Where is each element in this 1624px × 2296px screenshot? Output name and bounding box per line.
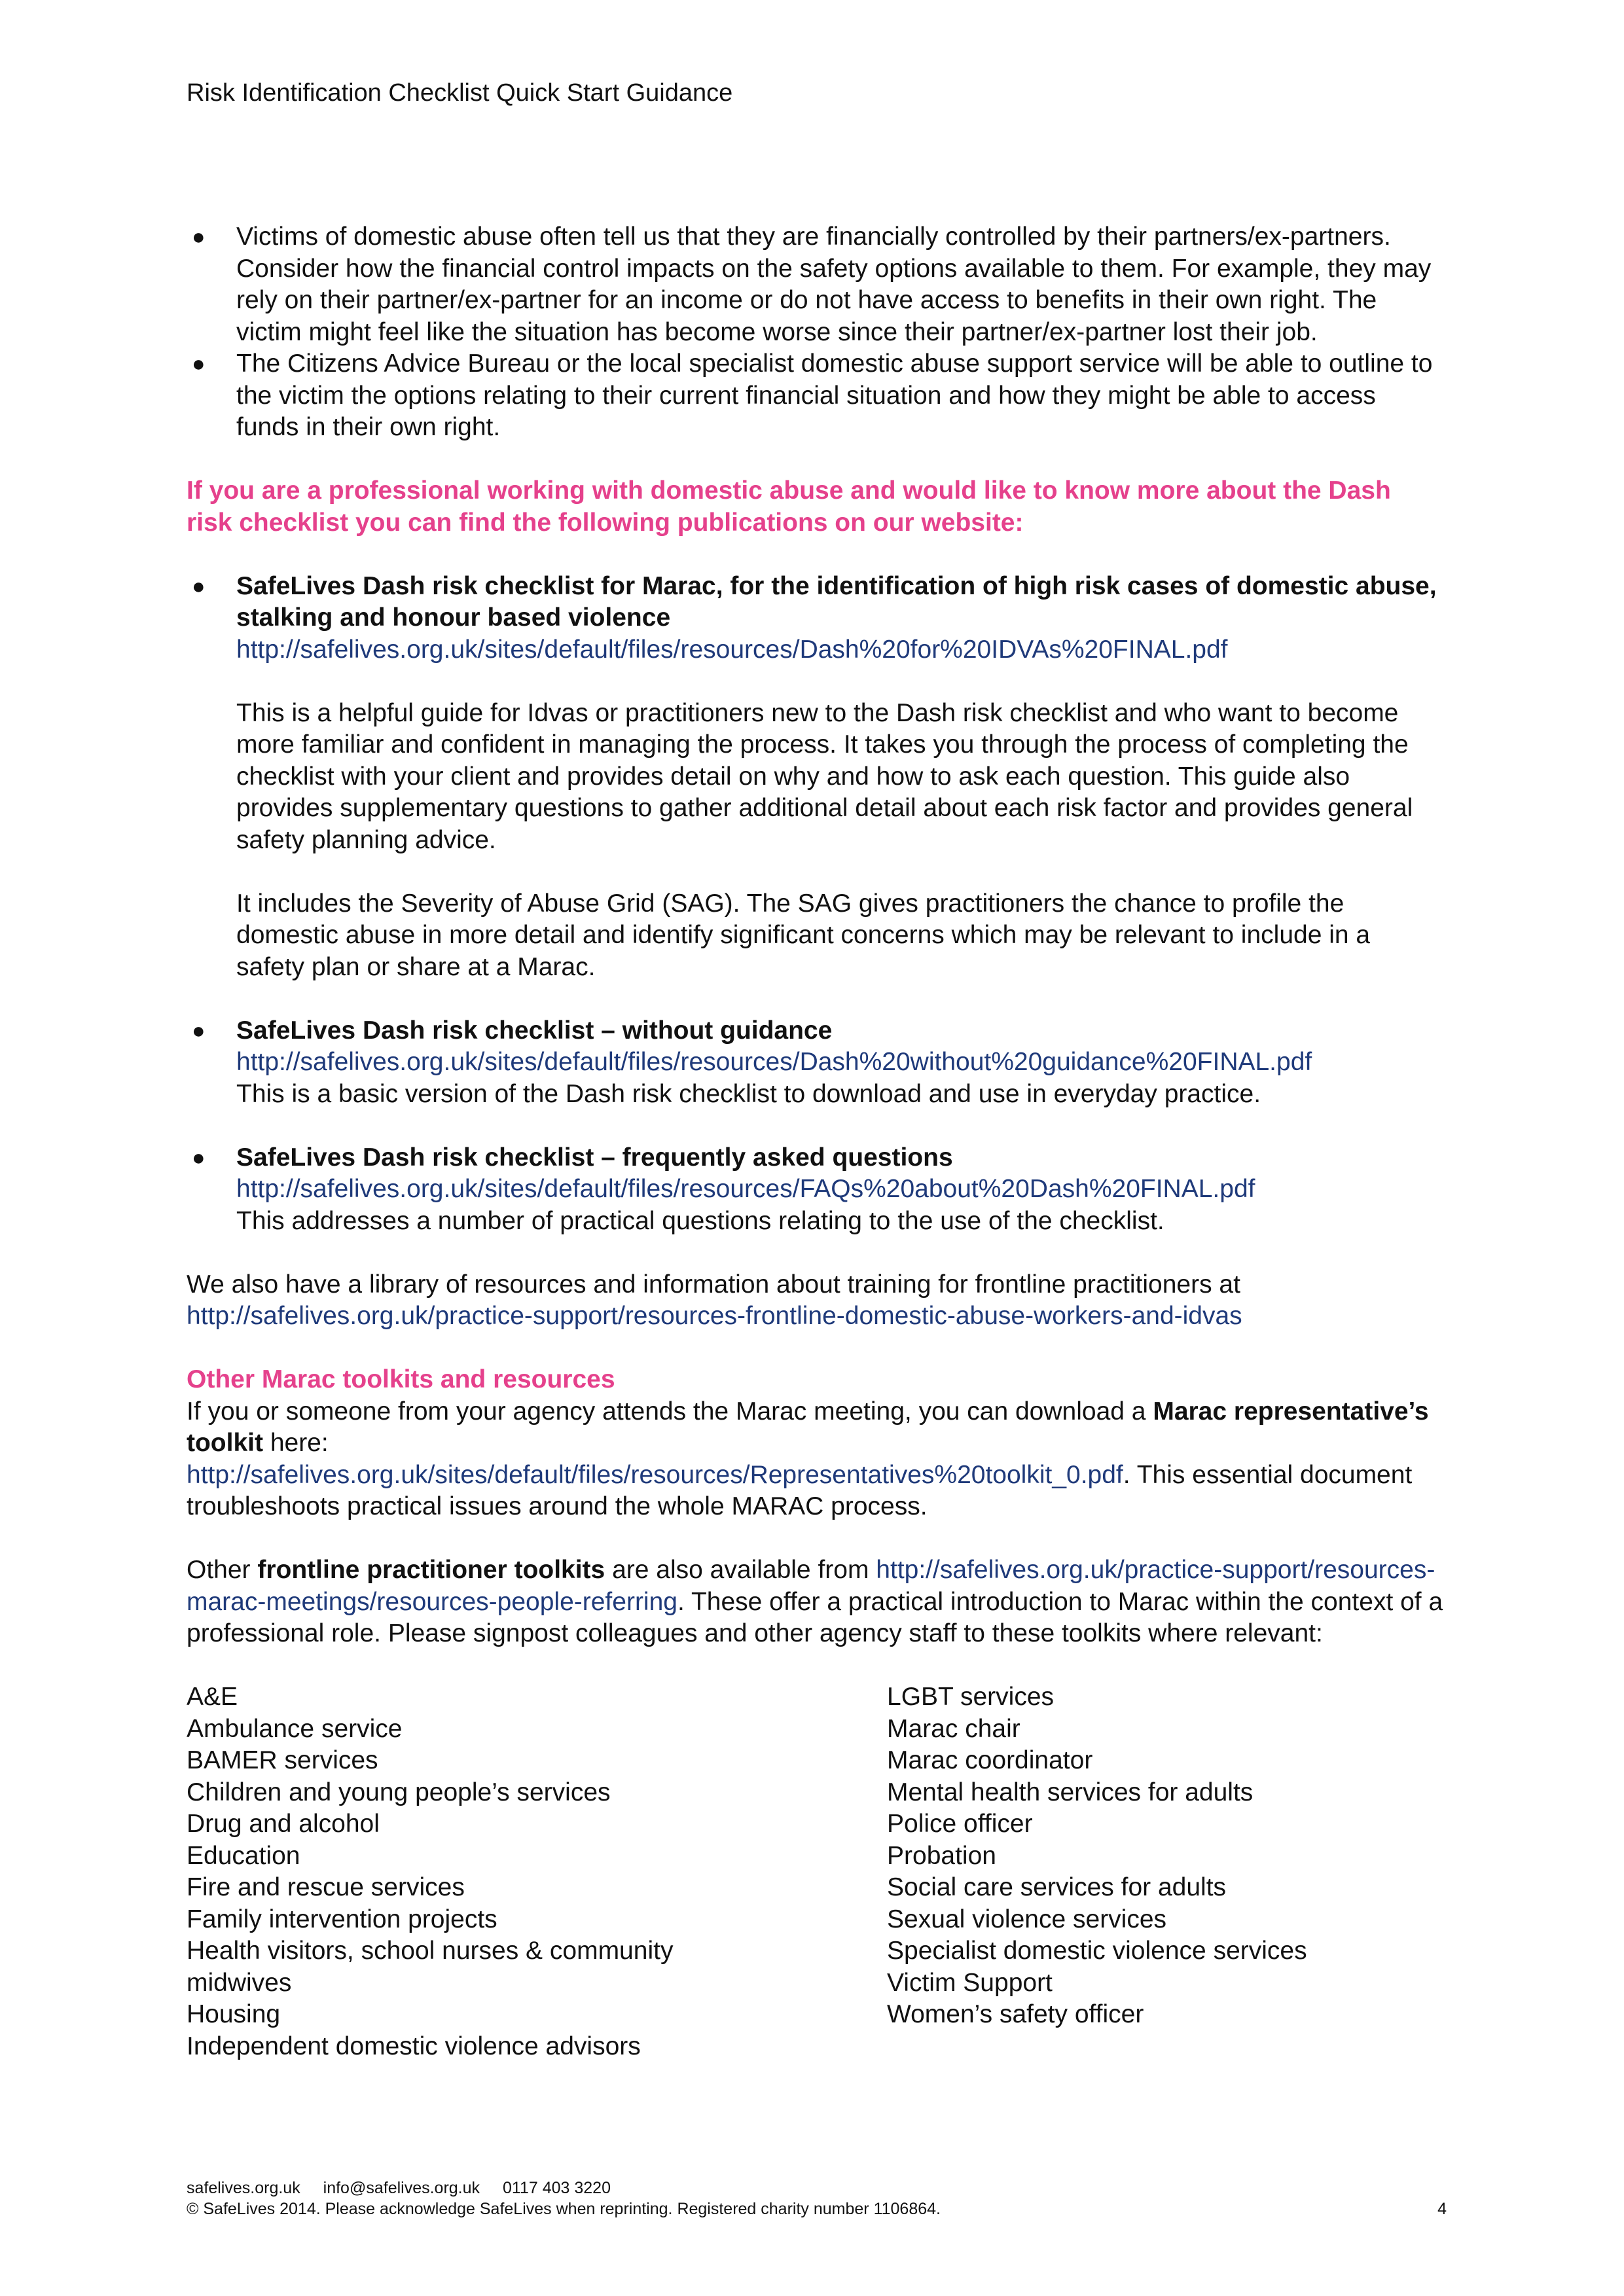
list-item: Housing: [187, 2000, 281, 2028]
frontline-toolkit-name: frontline practitioner toolkits: [257, 1556, 605, 1584]
frontline-paragraph: [187, 1554, 1443, 1650]
list-item: Health visitors, school nurses & community midwives: [187, 1937, 674, 1997]
publication-description: This addresses a number of practical questions relating to the use of the checklist.: [236, 1206, 1164, 1235]
toolkit-list-left: [187, 1681, 887, 2062]
list-item: Women’s safety officer: [887, 2000, 1144, 2028]
frontline-text: are also available from: [605, 1556, 876, 1584]
marac-text: If you or someone from your agency attends the Marac meeting, you can download a: [187, 1397, 1153, 1426]
publications-list: [187, 571, 1443, 1238]
list-item: Fire and rescue services: [187, 1873, 465, 1901]
list-item: [187, 348, 1443, 444]
footer-phone: 0117 403 3220: [503, 2179, 611, 2197]
bullet-icon: ●: [192, 351, 206, 376]
publication-description: This is a basic version of the Dash risk checklist to download and use in everyday practice.: [236, 1079, 1261, 1108]
publication-description: This is a helpful guide for Idvas or practitioners new to the Dash risk checklist and who want to become more familiar and confident in managing the process. It takes you through the process of completing the checklist with your client and provides detail on why and how to ask each question. This guide also provides supplementary questions to gather additional detail about each risk factor and provides general safety planning advice.: [236, 698, 1413, 854]
footer-email[interactable]: info@safelives.org.uk: [323, 2179, 480, 2197]
list-item: Probation: [887, 1841, 996, 1870]
library-link[interactable]: http://safelives.org.uk/practice-support/resources-frontline-domestic-abuse-workers-and-idvas: [187, 1302, 1242, 1330]
footer-contact: [187, 2178, 1447, 2198]
publication-title: SafeLives Dash risk checklist – frequently asked questions: [236, 1143, 953, 1172]
publication-link[interactable]: http://safelives.org.uk/sites/default/files/resources/Dash%20for%20IDVAs%20FINAL.pdf: [236, 635, 1228, 664]
intro-bullet-list: [187, 221, 1443, 444]
list-item: Social care services for adults: [887, 1873, 1227, 1901]
publication-item: [187, 1142, 1443, 1238]
marac-toolkit-link[interactable]: http://safelives.org.uk/sites/default/files/resources/Representatives%20toolkit_0.pdf: [187, 1460, 1123, 1489]
list-item: Education: [187, 1841, 300, 1870]
marac-toolkit-name: Marac representative’s toolkit: [187, 1397, 1429, 1457]
list-item: Mental health services for adults: [887, 1778, 1254, 1806]
list-item: Children and young people’s services: [187, 1778, 611, 1806]
list-item: [187, 221, 1443, 348]
list-item: Sexual violence services: [887, 1905, 1167, 1933]
list-item: Family intervention projects: [187, 1905, 497, 1933]
running-header: Risk Identification Checklist Quick Start Guidance: [187, 79, 733, 107]
page-number: 4: [1437, 2200, 1447, 2218]
list-item: Drug and alcohol: [187, 1810, 380, 1838]
publication-link[interactable]: http://safelives.org.uk/sites/default/files/resources/Dash%20without%20guidance%20FINAL.pdf: [236, 1048, 1312, 1076]
library-text: We also have a library of resources and information about training for frontline practitioners at: [187, 1270, 1240, 1299]
list-item: LGBT services: [887, 1683, 1055, 1711]
bullet-icon: ●: [192, 1145, 206, 1170]
marac-text: . This essential document troubleshoots practical issues around the whole MARAC process.: [187, 1460, 1413, 1520]
bullet-icon: ●: [192, 1018, 206, 1043]
list-item: Marac coordinator: [887, 1746, 1093, 1774]
library-paragraph: [187, 1269, 1443, 1333]
publication-description: It includes the Severity of Abuse Grid (SAG). The SAG gives practitioners the chance to profile the domestic abuse in more detail and identify significant concerns which may be relevant to include in a safety plan or share at a Marac.: [236, 889, 1371, 981]
page-content: [187, 221, 1443, 2062]
frontline-text: Other: [187, 1556, 258, 1584]
list-item: Specialist domestic violence services: [887, 1937, 1307, 1965]
list-item: Marac chair: [887, 1714, 1020, 1743]
footer-copyright: © SafeLives 2014. Please acknowledge SafeLives when reprinting. Registered charity number 1106864.: [187, 2200, 941, 2218]
bullet-icon: ●: [192, 573, 206, 599]
publication-item: [187, 571, 1443, 984]
page-footer: [187, 2178, 1447, 2219]
marac-heading: Other Marac toolkits and resources: [187, 1365, 615, 1393]
list-item: Ambulance service: [187, 1714, 403, 1743]
list-item: A&E: [187, 1683, 238, 1711]
intro-bullet-text: Victims of domestic abuse often tell us that they are financially controlled by their partners/ex-partners. Consider how the financial control impacts on the safety options available to them. For example, they may rely on their partner/ex-partner for an income or do not have access to benefits in their own right. The victim might feel like the situation has become worse since their partner/ex-partner lost their job.: [236, 223, 1432, 346]
footer-website[interactable]: safelives.org.uk: [187, 2179, 300, 2197]
marac-text: here:: [262, 1429, 329, 1457]
publication-item: [187, 1015, 1443, 1111]
marac-paragraph: [187, 1396, 1443, 1523]
list-item: Victim Support: [887, 1968, 1053, 1997]
publication-link[interactable]: http://safelives.org.uk/sites/default/files/resources/FAQs%20about%20Dash%20FINAL.pdf: [236, 1175, 1255, 1203]
list-item: Independent domestic violence advisors: [187, 2032, 641, 2060]
frontline-toolkit-link[interactable]: http://safelives.org.uk/practice-support/resources-marac-meetings/resources-people-referring: [187, 1556, 1435, 1616]
frontline-text: . These offer a practical introduction to Marac within the context of a professional role. Please signpost colleagues and other agency staff to these toolkits where relevant:: [187, 1587, 1443, 1647]
bullet-icon: ●: [192, 224, 206, 249]
list-item: Police officer: [887, 1810, 1033, 1838]
publication-title: SafeLives Dash risk checklist for Marac, for the identification of high risk cases of domestic abuse, stalking and honour based violence: [236, 571, 1437, 632]
list-item: BAMER services: [187, 1746, 378, 1774]
toolkit-lists: [187, 1681, 1443, 2062]
toolkit-list-right: [887, 1681, 1443, 2062]
professional-heading: If you are a professional working with domestic abuse and would like to know more about the Dash risk checklist you can find the following publications on our website:: [187, 476, 1391, 537]
intro-bullet-text: The Citizens Advice Bureau or the local specialist domestic abuse support service will be able to outline to the victim the options relating to their current financial situation and how they might be able to access funds in their own right.: [236, 350, 1433, 441]
publication-title: SafeLives Dash risk checklist – without guidance: [236, 1016, 833, 1045]
footer-row: [187, 2198, 1447, 2219]
